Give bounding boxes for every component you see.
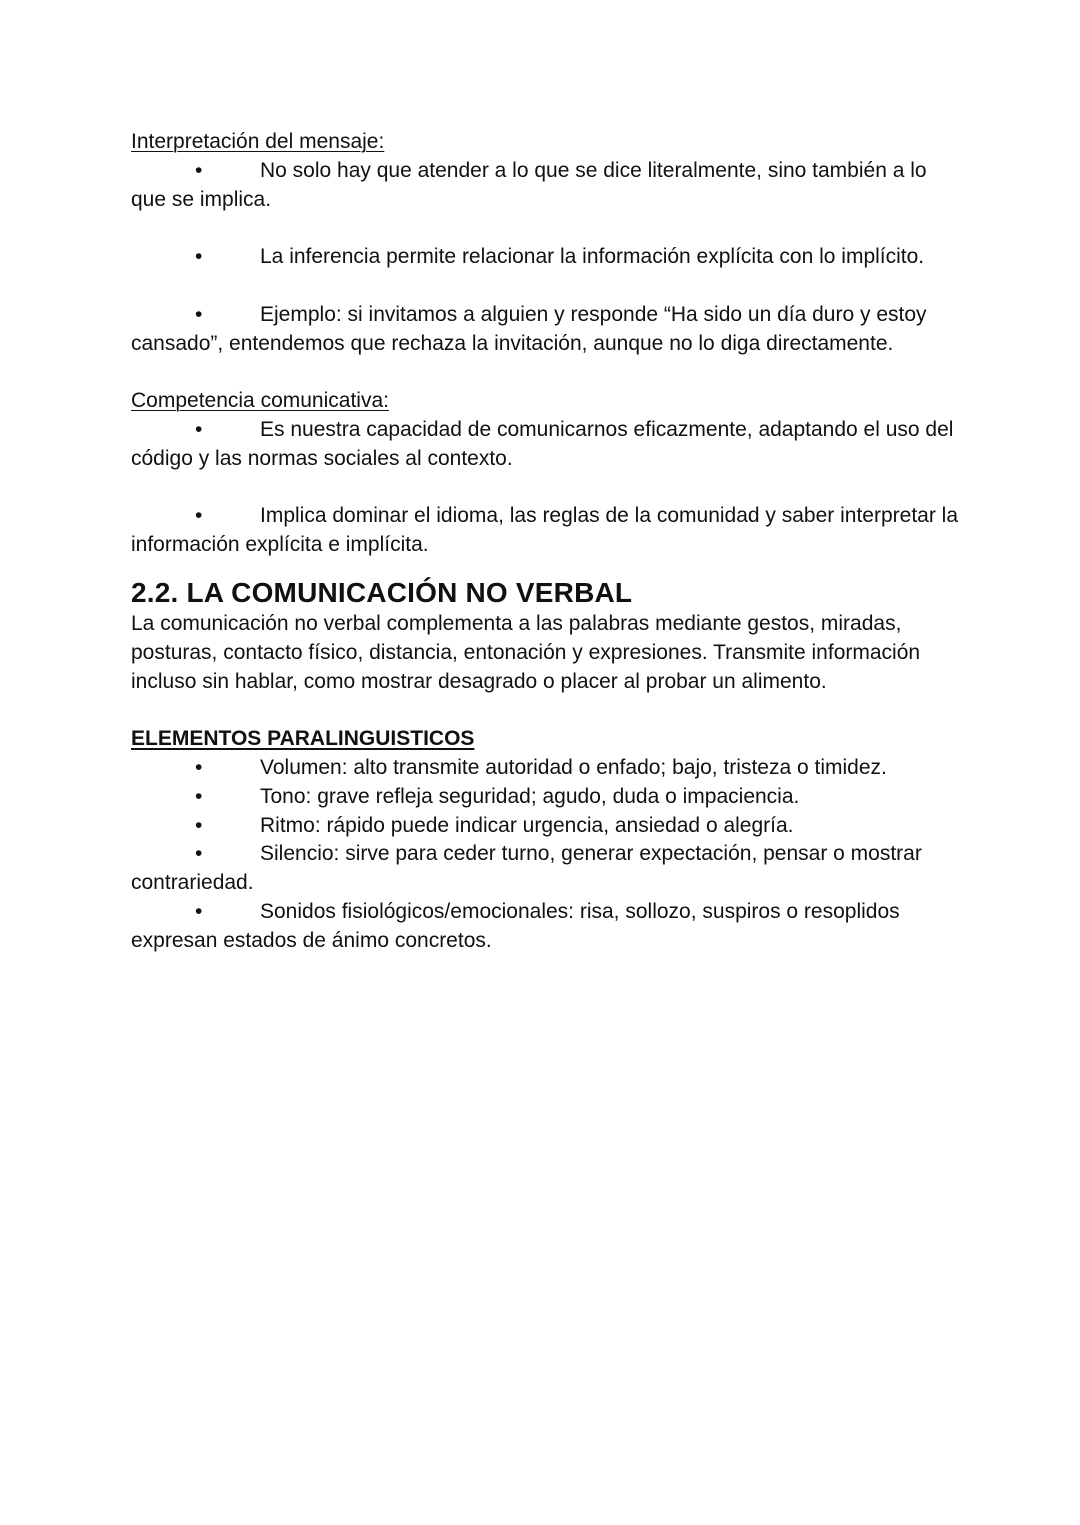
bullet-icon: • <box>195 158 203 182</box>
paralinguisticos-item-sonidos: • Sonidos fisiológicos/emocionales: risa, sollozo, suspiros o resoplidos expresan estados de ánimo concretos. <box>131 899 900 952</box>
interpretacion-item-1: • No solo hay que atender a lo que se dice literalmente, sino también a lo que se implica. <box>131 158 927 211</box>
interpretacion-item-2: • La inferencia permite relacionar la información explícita con lo implícito. <box>131 243 961 272</box>
paralinguisticos-item-volumen: • Volumen: alto transmite autoridad o enfado; bajo, tristeza o timidez. <box>131 754 961 783</box>
bullet-icon: • <box>195 784 203 808</box>
section-title: 2.2. LA COMUNICACIÓN NO VERBAL <box>131 576 633 608</box>
bullet-icon: • <box>195 813 203 837</box>
paralinguisticos-item-ritmo: • Ritmo: rápido puede indicar urgencia, ansiedad o alegría. <box>131 812 961 841</box>
bullet-icon: • <box>195 504 203 528</box>
competencia-item-1: • Es nuestra capacidad de comunicarnos eficazmente, adaptando el uso del código y las normas sociales al contexto. <box>131 417 954 470</box>
paralinguisticos-heading: ELEMENTOS PARALINGUISTICOS <box>131 727 475 751</box>
competencia-item-2: • Implica dominar el idioma, las reglas de la comunidad y saber interpretar la información explícita e implícita. <box>131 504 959 557</box>
paralinguisticos-item-silencio: • Silencio: sirve para ceder turno, generar expectación, pensar o mostrar contrariedad. <box>131 842 922 895</box>
bullet-icon: • <box>195 417 203 441</box>
competencia-heading: Competencia comunicativa: <box>131 389 389 413</box>
bullet-icon: • <box>195 755 203 779</box>
interpretacion-item-3: • Ejemplo: si invitamos a alguien y responde “Ha sido un día duro y estoy cansado”, entendemos que rechaza la invitación, aunque no lo diga directamente. <box>131 302 927 355</box>
paralinguisticos-item-tono: • Tono: grave refleja seguridad; agudo, duda o impaciencia. <box>131 783 961 812</box>
bullet-icon: • <box>195 245 203 269</box>
bullet-icon: • <box>195 899 203 923</box>
document-page <box>131 128 961 956</box>
section-intro: La comunicación no verbal complementa a las palabras mediante gestos, miradas, posturas, contacto físico, distancia, entonación y expresiones. Transmite información incluso sin hablar, como mostrar desagrado o placer al probar un alimento. <box>131 611 921 693</box>
bullet-icon: • <box>195 302 203 326</box>
interpretacion-heading: Interpretación del mensaje: <box>131 130 385 153</box>
bullet-icon: • <box>195 842 203 866</box>
